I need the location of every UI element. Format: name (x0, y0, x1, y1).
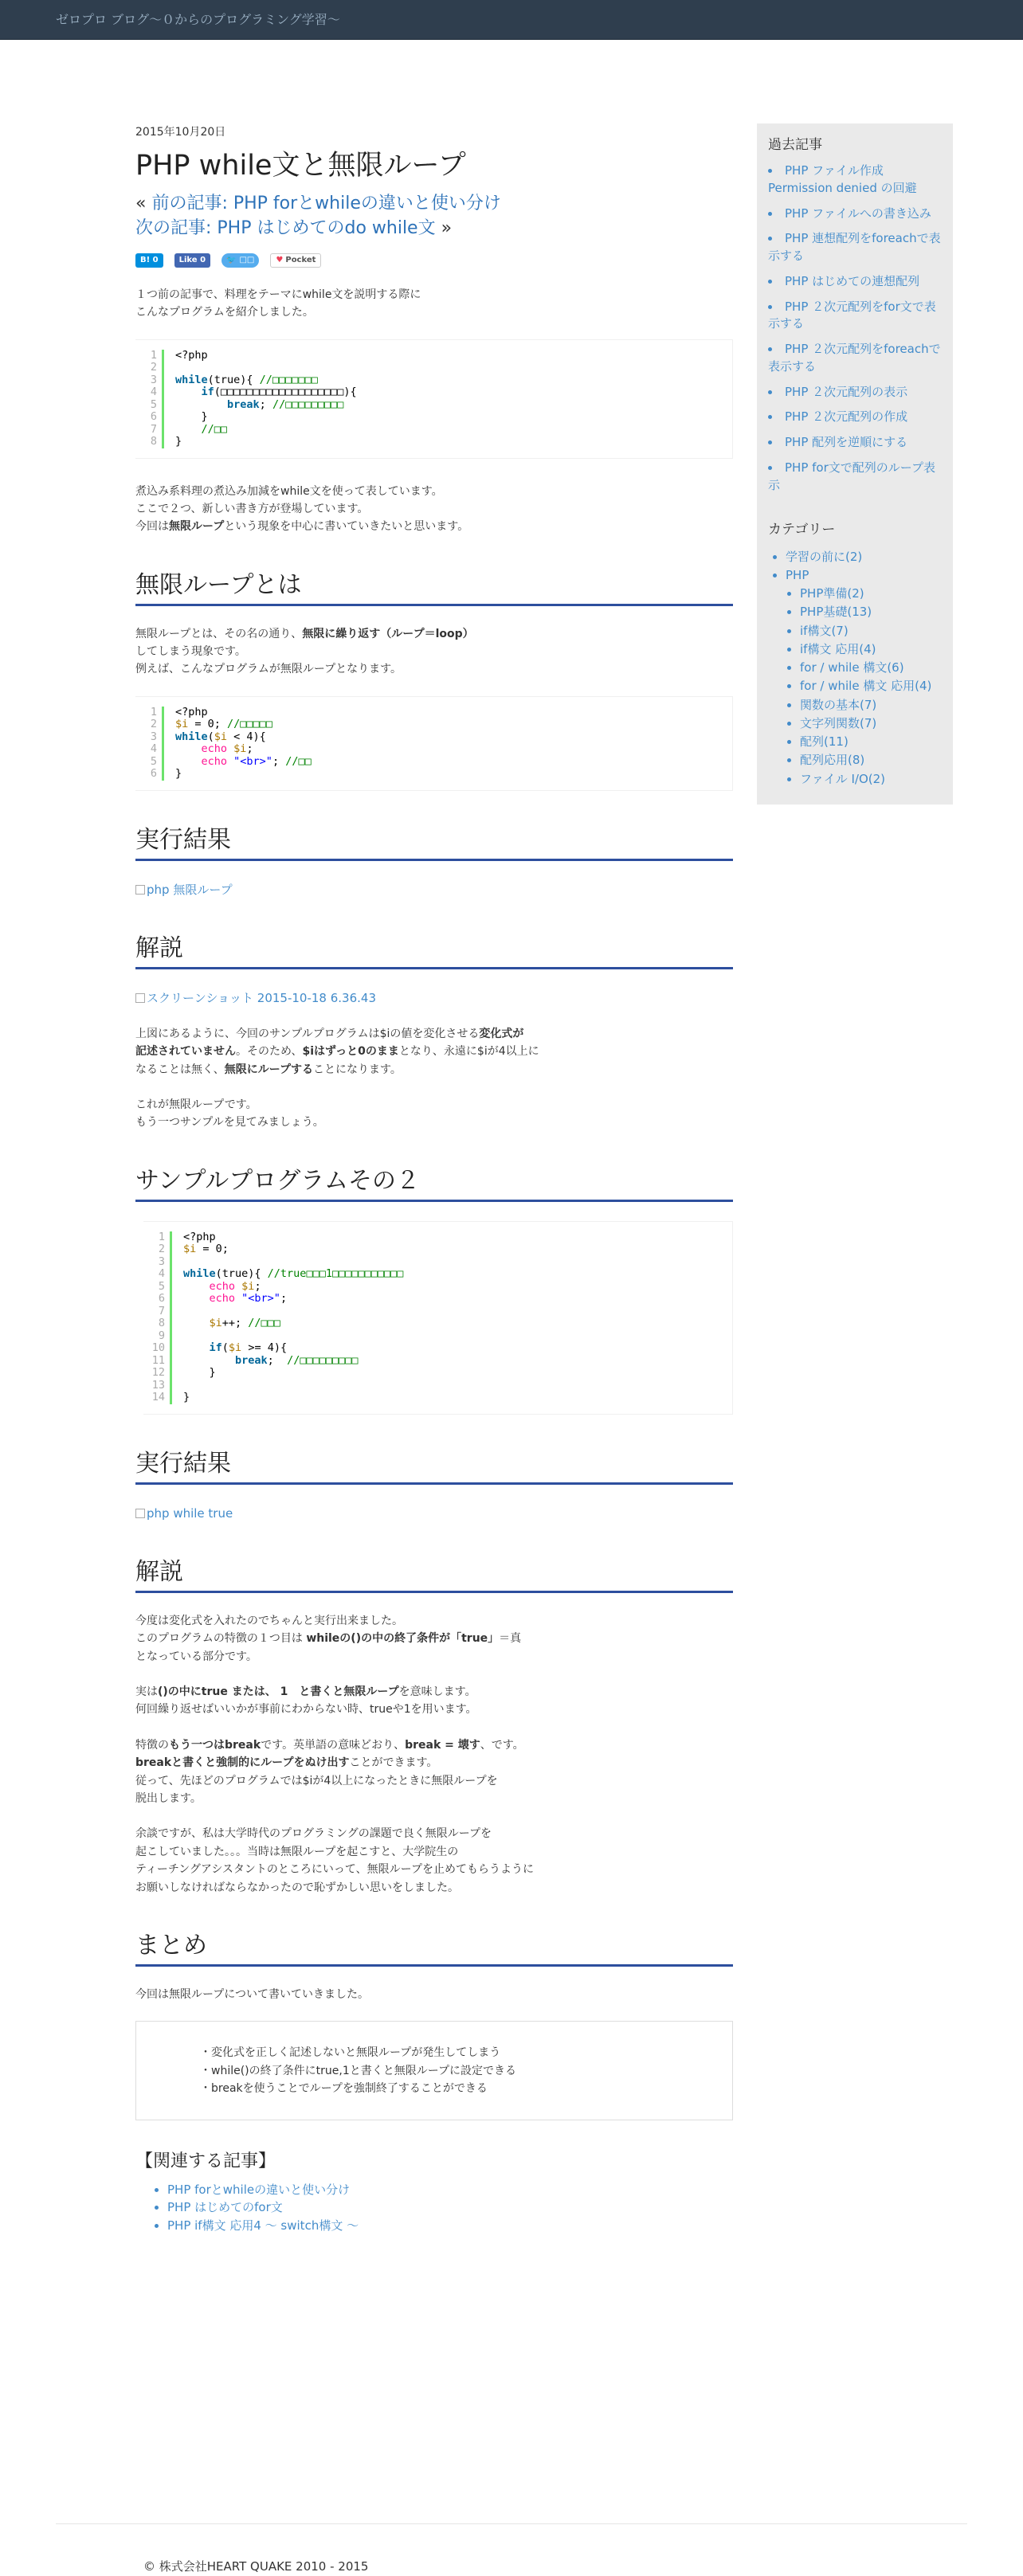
code-keyword: while (175, 730, 208, 743)
code-token: (true){ (207, 373, 260, 386)
code-string: "<br>" (241, 1292, 280, 1306)
code-function: echo (201, 754, 228, 768)
related-article-link[interactable]: PHP if構文 応用4 〜 switch構文 〜 (167, 2218, 359, 2233)
explanation-2-paragraph-3 (135, 1736, 733, 1808)
subcategory-link[interactable]: ファイル I/O(2) (800, 771, 886, 786)
text-line: 上図にあるように、今回のサンプルプログラムは$iの値を変化させる (135, 1027, 480, 1040)
subcategory-link[interactable]: PHP基礎(13) (800, 605, 872, 620)
footer-divider (56, 2523, 967, 2524)
line-number: 6 (150, 767, 157, 781)
code-variable: $i (183, 1243, 197, 1256)
past-article-link[interactable]: PHP ２次元配列の表示 (785, 384, 908, 399)
code-comment: //□□□ (248, 1317, 280, 1330)
code-variable: $i (214, 730, 228, 743)
prev-post-link[interactable]: 前の記事: PHP forとwhileの違いと使い分け (151, 194, 501, 214)
summary-intro: 今回は無限ループについて書いていきました。 (135, 1987, 370, 2001)
text-line: を意味します。 (398, 1685, 476, 1698)
subcategory-item (800, 733, 942, 751)
text-line: 、です。 (480, 1738, 524, 1752)
subcategory-link[interactable]: 関数の基本(7) (800, 697, 877, 712)
line-number: 5 (150, 397, 157, 411)
code-token: ; (254, 1279, 261, 1293)
pocket-label: Pocket (285, 255, 316, 264)
summary-item: ・while()の終了条件にtrue,1と書くと無限ループに設定できる (200, 2064, 517, 2077)
text-line: 特徴の (135, 1738, 169, 1752)
image-alt-text: php 無限ループ (147, 882, 233, 897)
code-lines (164, 707, 312, 781)
image-alt-text: スクリーンショット 2015-10-18 6.36.43 (147, 990, 376, 1005)
code-keyword: if (201, 386, 214, 399)
past-article-item (768, 273, 942, 291)
text-line: ＝真 (499, 1632, 522, 1646)
text-line: 例えば、こんなプログラムが無限ループとなります。 (135, 663, 402, 676)
code-variable: $i (241, 1279, 255, 1293)
subcategory-item (800, 659, 942, 677)
subcategory-item (800, 622, 942, 640)
subcategory-link[interactable]: PHP準備(2) (800, 586, 864, 601)
categories-heading: カテゴリー (768, 522, 836, 538)
sidebar (757, 123, 953, 805)
section-heading-explanation-1: 解説 (135, 933, 733, 969)
broken-image-icon (135, 1509, 145, 1518)
code-line (183, 1317, 403, 1330)
code-line (175, 362, 357, 374)
code-line (183, 1243, 403, 1256)
line-number: 2 (150, 718, 157, 731)
code-comment: //□□ (285, 754, 312, 768)
code-line (175, 386, 357, 399)
subcategory-link[interactable]: 配列(11) (800, 734, 849, 750)
subcategory-link[interactable]: 配列応用(8) (800, 753, 865, 768)
twitter-share-button[interactable] (221, 253, 259, 268)
twitter-bird-icon: 🐦 (226, 255, 237, 264)
subcategory-link[interactable]: for / while 構文(6) (800, 660, 904, 675)
code-line (175, 436, 357, 448)
text-line: なることは無く、 (135, 1063, 225, 1076)
subcategory-item (800, 714, 942, 733)
code-comment: //□□□□□ (227, 718, 272, 731)
text-bold: 無限に繰り返す（ループ＝loop） (302, 627, 474, 640)
code-line (175, 424, 357, 437)
pocket-button[interactable] (270, 253, 321, 268)
text-line: です。英単語の意味どおり、 (261, 1738, 406, 1752)
past-article-item (768, 162, 942, 198)
text-line: ティーチングアシスタントのところにいって、無限ループを止めてもらうように (135, 1863, 534, 1877)
text-line: という現象を中心に書いていきたいと思います。 (224, 520, 469, 534)
line-numbers (143, 1231, 172, 1404)
site-brand-link[interactable]: ゼロプロ ブログ〜０からのプログラミング学習〜 (56, 11, 340, 27)
text-line: 煮込み系料理の煮込み加減をwhile文を使って表しています。 (135, 484, 443, 498)
code-keyword: break (235, 1353, 268, 1367)
related-articles-list (135, 2181, 733, 2235)
code-keyword: if (209, 1341, 222, 1355)
code-lines (172, 1231, 403, 1404)
code-line (175, 350, 357, 362)
past-article-link[interactable]: PHP ２次元配列をforeachで表示する (768, 342, 941, 374)
line-number: 11 (151, 1353, 165, 1367)
code-token: (□□□□□□□□□□□□□□□□□□□){ (214, 386, 357, 399)
line-number: 6 (158, 1292, 165, 1306)
past-article-link[interactable]: PHP ２次元配列をfor文で表示する (768, 299, 936, 331)
related-article-item (167, 2198, 733, 2217)
code-keyword: while (183, 1267, 216, 1281)
line-number: 2 (158, 1243, 165, 1256)
line-number: 8 (158, 1317, 165, 1330)
categories-list (768, 548, 942, 789)
code-variable: $i (209, 1317, 222, 1330)
text-bold: 無限にループする (224, 1063, 314, 1076)
text-bold: $iはずっと0のまま (302, 1045, 399, 1059)
line-number: 13 (151, 1378, 165, 1392)
subcategory-link[interactable]: if構文 応用(4) (800, 641, 876, 656)
past-article-link[interactable]: PHP ファイルへの書き込み (785, 206, 931, 221)
code-function: echo (209, 1279, 236, 1293)
line-number: 5 (158, 1279, 165, 1293)
line-number: 10 (151, 1341, 165, 1355)
code-token: ; (259, 397, 272, 411)
text-line: 今回は (135, 520, 169, 534)
line-number: 3 (158, 1255, 165, 1268)
broken-image-icon (135, 885, 145, 895)
code-token: <?php (183, 1230, 216, 1243)
explanation-2-paragraph-4 (135, 1825, 733, 1897)
text-line: 何回繰り返せばいいかが事前にわからない時、trueや1を用います。 (135, 1703, 477, 1717)
text-line: ことができます。 (349, 1756, 438, 1770)
code-line (175, 411, 357, 424)
code-line (183, 1268, 403, 1281)
code-function: echo (209, 1292, 236, 1306)
line-number: 7 (150, 422, 157, 436)
past-article-link[interactable]: PHP 配列を逆順にする (785, 435, 908, 450)
code-comment: //□□□□□□□□□ (272, 397, 344, 411)
code-line (175, 374, 357, 387)
past-article-link[interactable]: PHP for文で配列のループ表示 (768, 460, 936, 492)
code-line (183, 1342, 403, 1355)
code-function: echo (201, 742, 228, 756)
section-heading-infinite-loop: 無限ループとは (135, 570, 733, 606)
category-link[interactable]: PHP (786, 567, 809, 582)
text-line: となり、永遠に$iが4以上に (398, 1045, 539, 1059)
section-heading-explanation-2: 解説 (135, 1556, 733, 1593)
subcategory-link[interactable]: if構文(7) (800, 623, 849, 638)
related-article-link[interactable]: PHP forとwhileの違いと使い分け (167, 2182, 351, 2197)
code-token: ; (280, 1292, 288, 1306)
past-article-link[interactable]: PHP 連想配列をforeachで表示する (768, 231, 941, 264)
subcategory-link[interactable]: 文字列関数(7) (800, 715, 877, 730)
line-numbers (135, 707, 164, 781)
text-bold: break = 壊す (405, 1738, 480, 1752)
code-token: } (175, 435, 182, 448)
intro-line-2: こんなプログラムを紹介しました。 (135, 306, 314, 319)
subcategory-item (800, 751, 942, 769)
subcategory-item (800, 585, 942, 603)
section-heading-result-2: 実行結果 (135, 1448, 733, 1485)
code-string: "<br>" (233, 754, 272, 768)
post-navigation (135, 192, 733, 241)
text-line: このプログラムの特徴の１つ目は (135, 1632, 307, 1646)
code-line (183, 1380, 403, 1392)
line-number: 14 (151, 1391, 165, 1404)
text-line: ことになります。 (313, 1063, 402, 1076)
code-token: } (183, 1391, 190, 1404)
text-line: 実は (135, 1685, 158, 1698)
text-bold: breakと書くと強制的にループをぬけ出す (135, 1756, 350, 1770)
text-bold: ()の中にtrue または、 1 と書くと無限ループ (158, 1685, 399, 1698)
summary-item: ・breakを使うことでループを強制終了することができる (200, 2082, 488, 2096)
past-article-item (768, 230, 942, 265)
category-item (786, 548, 942, 566)
code-token: } (209, 1366, 216, 1380)
summary-box (135, 2021, 733, 2120)
text-bold: 記述されていません (135, 1045, 236, 1059)
text-line: してしまう現象です。 (135, 645, 246, 659)
line-number: 1 (150, 348, 157, 362)
category-item (786, 566, 942, 789)
text-line: もう一つサンプルを見てみましょう。 (135, 1116, 324, 1129)
text-line: 今度は変化式を入れたのでちゃんと実行出来ました。 (135, 1614, 403, 1627)
text-line: ここで２つ、新しい書き方が登場しています。 (135, 502, 369, 515)
code-token: >= 4){ (241, 1341, 288, 1355)
hatena-bookmark-button[interactable]: B! 0 (135, 253, 163, 268)
past-article-link[interactable]: PHP ファイル作成 Permission denied の回避 (768, 163, 917, 195)
text-bold: もう一つはbreak (169, 1738, 261, 1752)
explanation-paragraph-1 (135, 483, 733, 536)
main-content (135, 123, 733, 2234)
code-line (175, 718, 312, 731)
code-line (175, 743, 312, 756)
twitter-share-label: □□ (239, 255, 255, 264)
section-heading-summary: まとめ (135, 1930, 733, 1967)
past-article-item (768, 384, 942, 401)
past-article-item (768, 341, 942, 376)
code-token: ( (207, 730, 214, 743)
code-comment: //true□□□1□□□□□□□□□□□ (267, 1267, 404, 1281)
pocket-icon: ♥ (276, 255, 284, 264)
code-block-3 (143, 1221, 733, 1415)
subcategory-item (800, 770, 942, 789)
text-bold: 変化式が (479, 1027, 524, 1040)
subcategory-item (800, 640, 942, 659)
code-line (183, 1392, 403, 1404)
intro-line-1: １つ前の記事で、料理をテーマにwhile文を説明する際に (135, 288, 421, 301)
footer-copyright: © 株式会社HEART QUAKE 2010 - 2015 (143, 2559, 369, 2574)
facebook-like-button[interactable]: Like 0 (174, 253, 210, 268)
line-number: 5 (150, 754, 157, 768)
next-post-link[interactable]: 次の記事: PHP はじめてのdo while文 (135, 217, 436, 238)
infinite-loop-paragraph (135, 625, 733, 679)
past-article-item (768, 434, 942, 452)
code-block-2 (135, 696, 733, 791)
code-line (183, 1306, 403, 1318)
subcategory-item (800, 696, 942, 714)
nav-open-quote: « (135, 194, 152, 214)
explanation-2-paragraph-2 (135, 1683, 733, 1719)
line-number: 1 (158, 1230, 165, 1243)
code-comment: //□□□□□□□ (259, 373, 318, 386)
post-date: 2015年10月20日 (135, 126, 226, 139)
code-token: (true){ (215, 1267, 268, 1281)
text-line: これが無限ループです。 (135, 1098, 257, 1112)
code-line (183, 1293, 403, 1306)
code-token: ; (246, 742, 253, 756)
line-number: 4 (150, 742, 157, 756)
text-line: 。そのため、 (236, 1045, 303, 1059)
line-number: 2 (150, 361, 157, 374)
text-bold: whileの()の中の終了条件が「true」 (306, 1632, 500, 1646)
text-line: 起こしていました。。。当時は無限ループを起こすと、大学院生の (135, 1845, 459, 1858)
code-line (183, 1281, 403, 1294)
result-image-1[interactable] (135, 880, 733, 899)
line-number: 9 (158, 1329, 165, 1342)
code-line (183, 1231, 403, 1244)
text-line: 余談ですが、私は大学時代のプログラミングの課題で良く無限ループを (135, 1827, 492, 1841)
code-lines (164, 350, 357, 448)
code-token: <?php (175, 348, 208, 362)
past-article-link[interactable]: PHP ２次元配列の作成 (785, 409, 908, 425)
broken-image-icon (135, 993, 145, 1003)
intro-paragraph (135, 286, 733, 322)
text-line: となっている部分です。 (135, 1650, 257, 1663)
related-article-item (167, 2181, 733, 2199)
text-line: 従って、先ほどのプログラムでは$iが4以上になったときに無限ループを (135, 1774, 498, 1787)
code-line (175, 768, 312, 781)
subcategory-link[interactable]: for / while 構文 応用(4) (800, 679, 932, 694)
post-title: PHP while文と無限ループ (135, 150, 466, 182)
code-variable: $i (175, 718, 189, 731)
past-articles-list (768, 162, 942, 494)
code-token: ( (221, 1341, 229, 1355)
code-token: ; (267, 1353, 288, 1367)
line-number: 1 (150, 705, 157, 718)
past-article-item (768, 409, 942, 426)
text-bold: 無限ループ (169, 520, 225, 534)
section-heading-sample-2: サンプルプログラムその２ (135, 1165, 733, 1202)
code-token: = 0; (196, 1243, 229, 1256)
result-image-2[interactable] (135, 1504, 733, 1523)
line-number: 4 (158, 1267, 165, 1281)
related-article-link[interactable]: PHP はじめてのfor文 (167, 2200, 283, 2215)
code-line (175, 707, 312, 719)
subcategory-item (800, 603, 942, 621)
explanation-2-paragraph-1 (135, 1612, 733, 1666)
share-buttons (135, 253, 733, 268)
explanation-paragraph-3 (135, 1096, 733, 1132)
subcategories-list (786, 585, 942, 789)
code-comment: //□□ (201, 422, 228, 436)
text-line: お願いしなければならなかったので恥ずかしい思いをしました。 (135, 1881, 459, 1894)
related-articles-heading: 【関連する記事】 (135, 2151, 276, 2172)
code-comment: //□□□□□□□□□ (287, 1353, 359, 1367)
line-numbers (135, 350, 164, 448)
code-line (183, 1355, 403, 1368)
nav-close-quote: » (435, 217, 453, 238)
past-article-link[interactable]: PHP はじめての連想配列 (785, 273, 920, 288)
code-token: < 4){ (227, 730, 266, 743)
code-token: ; (272, 754, 286, 768)
subcategory-item (800, 677, 942, 695)
line-number: 6 (150, 410, 157, 424)
section-heading-result-1: 実行結果 (135, 824, 733, 861)
code-line (183, 1367, 403, 1380)
code-line (183, 1330, 403, 1343)
past-articles-heading: 過去記事 (768, 137, 822, 153)
text-line: 無限ループとは、その名の通り、 (135, 627, 303, 640)
code-token: } (201, 410, 208, 424)
line-number: 12 (151, 1366, 165, 1380)
code-token: = 0; (188, 718, 228, 731)
past-article-item (768, 206, 942, 223)
code-keyword: break (227, 397, 260, 411)
code-keyword: while (175, 373, 208, 386)
code-line (175, 756, 312, 769)
code-line (175, 731, 312, 744)
code-token: ++; (221, 1317, 249, 1330)
code-variable: $i (228, 1341, 242, 1355)
code-variable: $i (233, 742, 247, 756)
category-link[interactable]: 学習の前に(2) (786, 549, 863, 564)
explanation-paragraph-2 (135, 1025, 733, 1079)
code-block-1 (135, 339, 733, 459)
code-line (175, 399, 357, 412)
top-navbar (0, 0, 1023, 40)
image-alt-text: php while true (147, 1505, 233, 1521)
screenshot-image[interactable] (135, 989, 733, 1008)
past-article-item (768, 460, 942, 495)
code-token: <?php (175, 705, 208, 718)
line-number: 7 (158, 1304, 165, 1317)
line-number: 8 (150, 435, 157, 448)
line-number: 3 (150, 730, 157, 743)
past-article-item (768, 299, 942, 334)
text-line: 脱出します。 (135, 1791, 202, 1805)
summary-item: ・変化式を正しく記述しないと無限ループが発生してしまう (200, 2046, 501, 2060)
line-number: 4 (150, 386, 157, 399)
code-line (183, 1256, 403, 1269)
code-token: } (175, 767, 182, 781)
line-number: 3 (150, 373, 157, 386)
related-article-item (167, 2217, 733, 2235)
